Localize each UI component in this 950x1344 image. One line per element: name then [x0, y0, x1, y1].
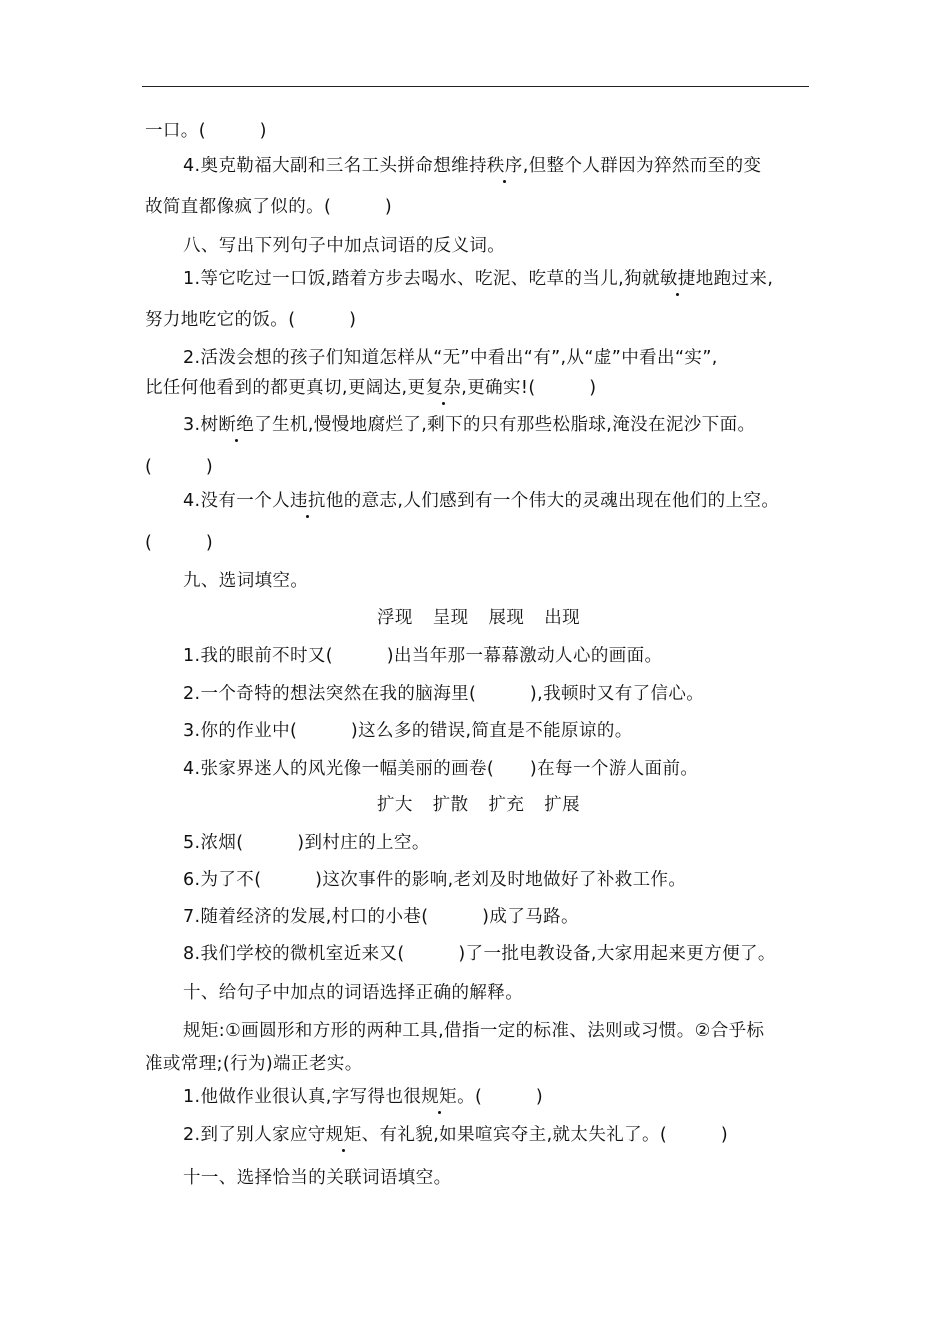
dotted-word: 复杂	[425, 378, 462, 398]
text-line: 3.你的作业中( )这么多的错误,简直是不能原谅的。	[183, 721, 633, 741]
text-line: 4.没有一个人违抗他的意志,人们感到有一个伟大的灵魂出现在他们的上空。	[183, 491, 780, 511]
text-line: ( )	[145, 533, 214, 553]
text-line: 1.他做作业很认真,字写得也很规矩。( )	[183, 1087, 544, 1107]
section-heading: 十一、选择恰当的关联词语填空。	[183, 1168, 452, 1188]
text-line: 4.奥克勒福大副和三名工头拼命想维持秩序,但整个人群因为猝然而至的变	[183, 156, 762, 176]
text-line: 2.一个奇特的想法突然在我的脑海里( ),我顿时又有了信心。	[183, 684, 705, 704]
dotted-word: 规矩	[421, 1087, 458, 1107]
dotted-word: 敏捷	[659, 269, 696, 289]
dotted-word: 规矩	[325, 1125, 362, 1145]
section-heading: 九、选词填空。	[183, 571, 309, 591]
text-line: 6.为了不( )这次事件的影响,老刘及时地做好了补救工作。	[183, 870, 687, 890]
dotted-word: 断绝	[218, 415, 255, 435]
word-bank: 扩大 扩散 扩充 扩展	[376, 795, 581, 815]
section-heading: 八、写出下列句子中加点词语的反义词。	[183, 236, 506, 256]
section-heading: 十、给句子中加点的词语选择正确的解释。	[183, 983, 524, 1003]
text-line: 故简直都像疯了似的。( )	[145, 197, 393, 217]
text-line: ( )	[145, 457, 214, 477]
header-rule	[142, 86, 809, 87]
text-line: 规矩:①画圆形和方形的两种工具,借指一定的标准、法则或习惯。②合乎标	[183, 1021, 765, 1041]
text-line: 7.随着经济的发展,村口的小巷( )成了马路。	[183, 907, 579, 927]
text-line: 2.活泼会想的孩子们知道怎样从“无”中看出“有”,从“虚”中看出“实”,	[183, 348, 718, 368]
word-bank: 浮现 呈现 展现 出现	[376, 608, 581, 628]
text-line: 8.我们学校的微机室近来又( )了一批电教设备,大家用起来更方便了。	[183, 944, 776, 964]
dotted-word: 秩序	[486, 156, 523, 176]
text-line: 努力地吃它的饭。( )	[145, 310, 357, 330]
text-line: 1.我的眼前不时又( )出当年那一幕幕激动人心的画面。	[183, 646, 663, 666]
text-line: 3.树断绝了生机,慢慢地腐烂了,剩下的只有那些松脂球,淹没在泥沙下面。	[183, 415, 756, 435]
dotted-word: 违抗	[290, 491, 326, 511]
text-line: 1.等它吃过一口饭,踏着方步去喝水、吃泥、吃草的当儿,狗就敏捷地跑过来,	[183, 269, 774, 289]
text-line: 5.浓烟( )到村庄的上空。	[183, 833, 430, 853]
text-line: 一口。( )	[145, 121, 267, 141]
text-line: 比任何他看到的都更真切,更阔达,更复杂,更确实!( )	[145, 378, 597, 398]
text-line: 准或常理;(行为)端正老实。	[145, 1054, 363, 1074]
text-line: 4.张家界迷人的风光像一幅美丽的画卷( )在每一个游人面前。	[183, 759, 699, 779]
text-line: 2.到了别人家应守规矩、有礼貌,如果喧宾夺主,就太失礼了。( )	[183, 1125, 729, 1145]
